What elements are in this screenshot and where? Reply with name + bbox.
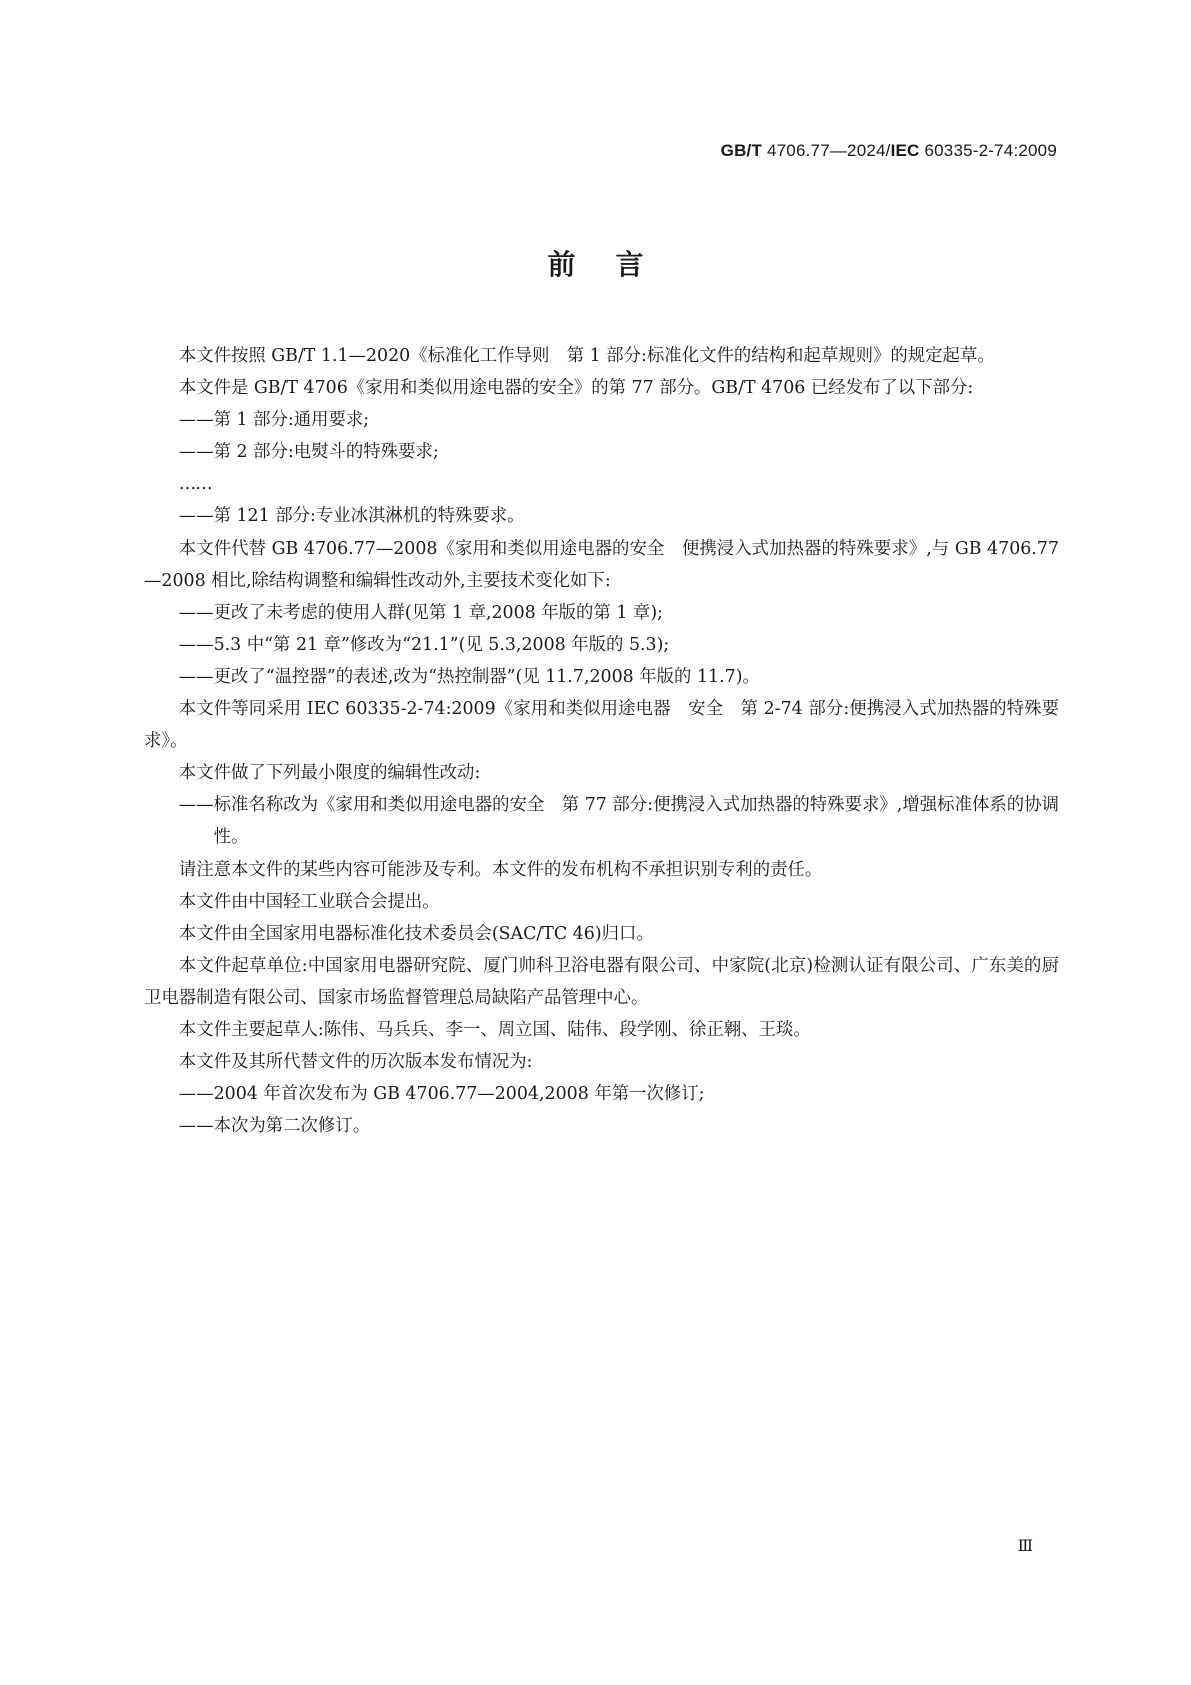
para-series-part: 本文件是 GB/T 4706《家用和类似用途电器的安全》的第 77 部分。GB/T 4706 已经发布了以下部分:: [178, 378, 974, 399]
para-identical-adoption: 本文件等同采用 IEC 60335-2-74:2009《家用和类似用途电器 安全 第 2-74 部分:便携浸入式加热器的特殊要求》。: [144, 699, 1059, 752]
page-number: Ⅲ: [1017, 1536, 1033, 1555]
page-title: 前言: [547, 248, 684, 281]
para-editorial-changes: 本文件做了下列最小限度的编辑性改动:: [178, 763, 481, 784]
para-proposed-by: 本文件由中国轻工业联合会提出。: [178, 891, 440, 912]
list-item-part-121: ——第 121 部分:专业冰淇淋机的特殊要求。: [178, 506, 525, 527]
list-item-part-2: ——第 2 部分:电熨斗的特殊要求;: [178, 442, 439, 463]
list-item-part-1: ——第 1 部分:通用要求;: [178, 410, 370, 431]
code-iec-prefix: IEC: [890, 141, 920, 160]
list-item-change-2: ——5.3 中“第 21 章”修改为“21.1”(见 5.3,2008 年版的 5.3);: [178, 634, 670, 655]
para-drafters: 本文件主要起草人:陈伟、马兵兵、李一、周立国、陆伟、段学刚、徐正翱、王琰。: [178, 1019, 811, 1040]
code-number: 4706.77—2024/: [767, 141, 891, 160]
code-iec-number: 60335-2-74:2009: [924, 141, 1057, 160]
para-drafting-units: 本文件起草单位:中国家用电器研究院、厦门帅科卫浴电器有限公司、中家院(北京)检测认证有限公司、广东美的厨卫电器制造有限公司、国家市场监督管理总局缺陷产品管理中心。: [144, 955, 1059, 1008]
para-drafting-rules: 本文件按照 GB/T 1.1—2020《标准化工作导则 第 1 部分:标准化文件的结构和起草规则》的规定起草。: [178, 346, 995, 366]
foreword-body: [144, 340, 1059, 1142]
document-code-header: [721, 141, 1057, 161]
para-patent-notice: 请注意本文件的某些内容可能涉及专利。本文件的发布机构不承担识别专利的责任。: [178, 859, 823, 880]
para-technical-committee: 本文件由全国家用电器标准化技术委员会(SAC/TC 46)归口。: [178, 923, 654, 944]
para-replaces: 本文件代替 GB 4706.77—2008《家用和类似用途电器的安全 便携浸入式加热器的特殊要求》,与 GB 4706.77—2008 相比,除结构调整和编辑性改动外,主要技术变化如下:: [144, 538, 1059, 591]
list-item-history-1: ——2004 年首次发布为 GB 4706.77—2004,2008 年第一次修订;: [178, 1084, 705, 1105]
list-item-change-1: ——更改了未考虑的使用人群(见第 1 章,2008 年版的第 1 章);: [178, 602, 663, 623]
list-item-change-3: ——更改了“温控器”的表述,改为“热控制器”(见 11.7,2008 年版的 11.7)。: [178, 666, 760, 687]
list-item-history-2: ——本次为第二次修订。: [178, 1116, 371, 1137]
list-item-name-change: ——标准名称改为《家用和类似用途电器的安全 第 77 部分:便携浸入式加热器的特殊要求》,增强标准体系的协调性。: [178, 795, 1059, 848]
list-ellipsis: ……: [178, 474, 212, 495]
code-prefix: GB/T: [720, 141, 763, 160]
para-version-history: 本文件及其所代替文件的历次版本发布情况为:: [178, 1052, 533, 1073]
